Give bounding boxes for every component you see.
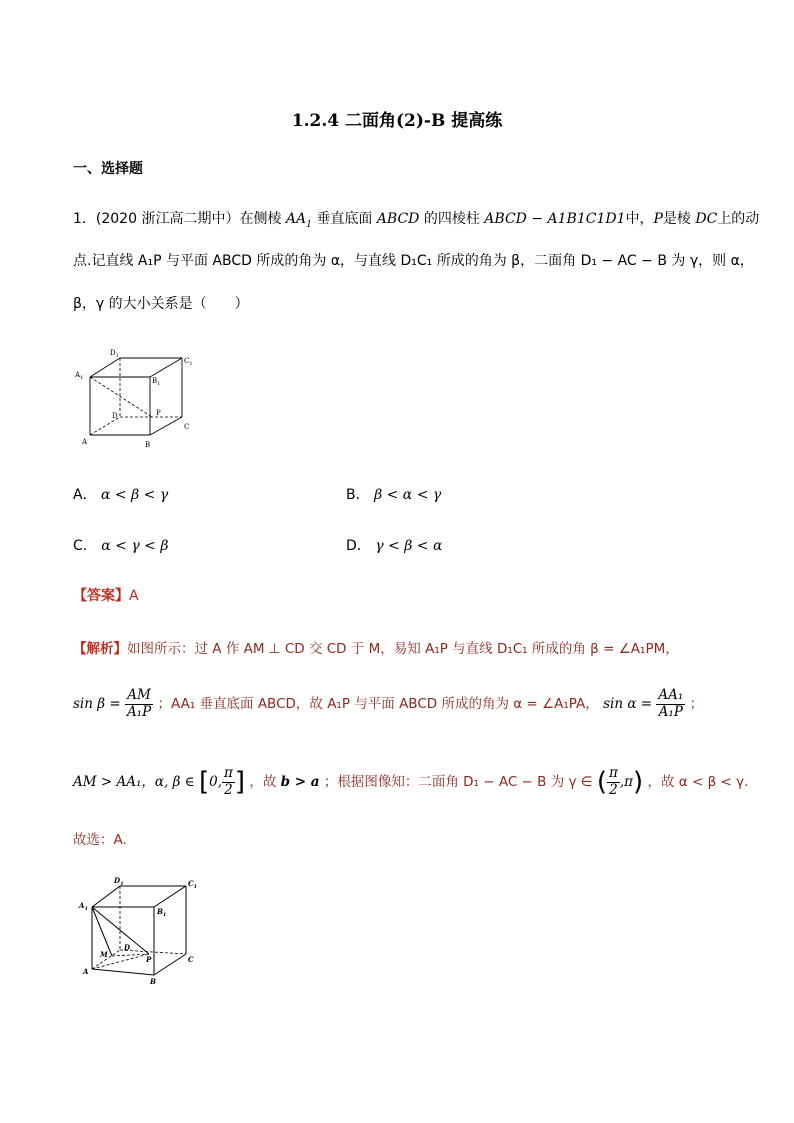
option-c: C． α < γ < β <box>73 538 169 554</box>
label2-C1: $C_1$ <box>188 879 198 890</box>
label2-A: A <box>83 967 89 976</box>
analysis-line-3: AM > AA₁，α, β ∈ [0, $\frac{\pi}{2}$ ] ，故 b > a ；根据图像知：二面角 D₁ − AC − B 为 γ ∈ ( $\frac{\pi}{2}$ ,π) ，故 α < β < γ. <box>73 765 749 798</box>
label-C: C <box>184 423 190 431</box>
label-A1: $A_1$ <box>75 371 84 381</box>
fraction-am-over-a1p: $\frac{AM}{\text{A₁P}}$ <box>126 687 152 720</box>
label2-D1: $D_1$ <box>114 876 124 887</box>
fraction-aa1-over-a1p: $\frac{\text{AA₁}}{\text{A₁P}}$ <box>658 687 684 720</box>
analysis-line-2: sin β = $\frac{AM}{\text{A₁P}}$ ；AA₁ 垂直底面 ABCD，故 A₁P 与平面 ABCD 所成的角为 α = ∠A₁PA， sin α = $\frac{\text{AA₁}}{\text{A₁P}}$ ； <box>73 687 704 720</box>
label-D1: $D_1$ <box>110 349 119 359</box>
label2-D: D <box>124 943 131 952</box>
option-d: D． γ < β < α <box>346 538 443 554</box>
label-C1: $C_1$ <box>184 357 193 367</box>
fraction-pi-over-2: $\frac{\pi}{2}$ <box>224 765 233 798</box>
label2-A1: $A_1$ <box>79 901 88 912</box>
answer-line: 【答案】A <box>73 588 139 604</box>
label2-B: B <box>150 977 156 986</box>
label-D: D <box>112 412 118 420</box>
question-line-2: 点.记直线 A₁P 与平面 ABCD 所成的角为 α，与直线 D₁C₁ 所成的角为 β，二面角 D₁ − AC − B 为 γ，则 α， <box>73 253 754 269</box>
label-A: A <box>82 438 88 446</box>
figure-prism-2 <box>78 874 208 986</box>
analysis-conclusion: 故选：A. <box>73 832 127 848</box>
question-line-3: β，γ 的大小关系是（ ） <box>73 296 249 312</box>
page-title: 1.2.4 二面角(2)-B 提高练 <box>291 111 503 131</box>
figure-prism-1 <box>72 345 202 450</box>
label-B1: $B_1$ <box>152 377 161 387</box>
option-b: B． β < α < γ <box>346 487 442 503</box>
option-a: A． α < β < γ <box>73 487 169 503</box>
label2-M: M <box>100 950 108 959</box>
label-P: P <box>156 409 161 417</box>
label2-P: P <box>146 955 152 964</box>
section-heading: 一、选择题 <box>73 161 143 177</box>
analysis-line-1: 【解析】如图所示：过 A 作 AM ⊥ CD 交 CD 于 M，易知 A₁P 与直线 D₁C₁ 所成的角 β = ∠A₁PM， <box>73 641 679 657</box>
label2-B1: $B_1$ <box>157 907 167 918</box>
label-B: B <box>145 441 151 449</box>
fraction-pi-over-2-b: $\frac{\pi}{2}$ <box>609 765 618 798</box>
question-line-1: 1．(2020 浙江高二期中）在侧棱 $AA_1$ 垂直底面 ABCD 的四棱柱 ABCD − A1B1C1D1中，P是棱 DC上的动 <box>73 211 760 230</box>
label2-C: C <box>188 955 194 964</box>
